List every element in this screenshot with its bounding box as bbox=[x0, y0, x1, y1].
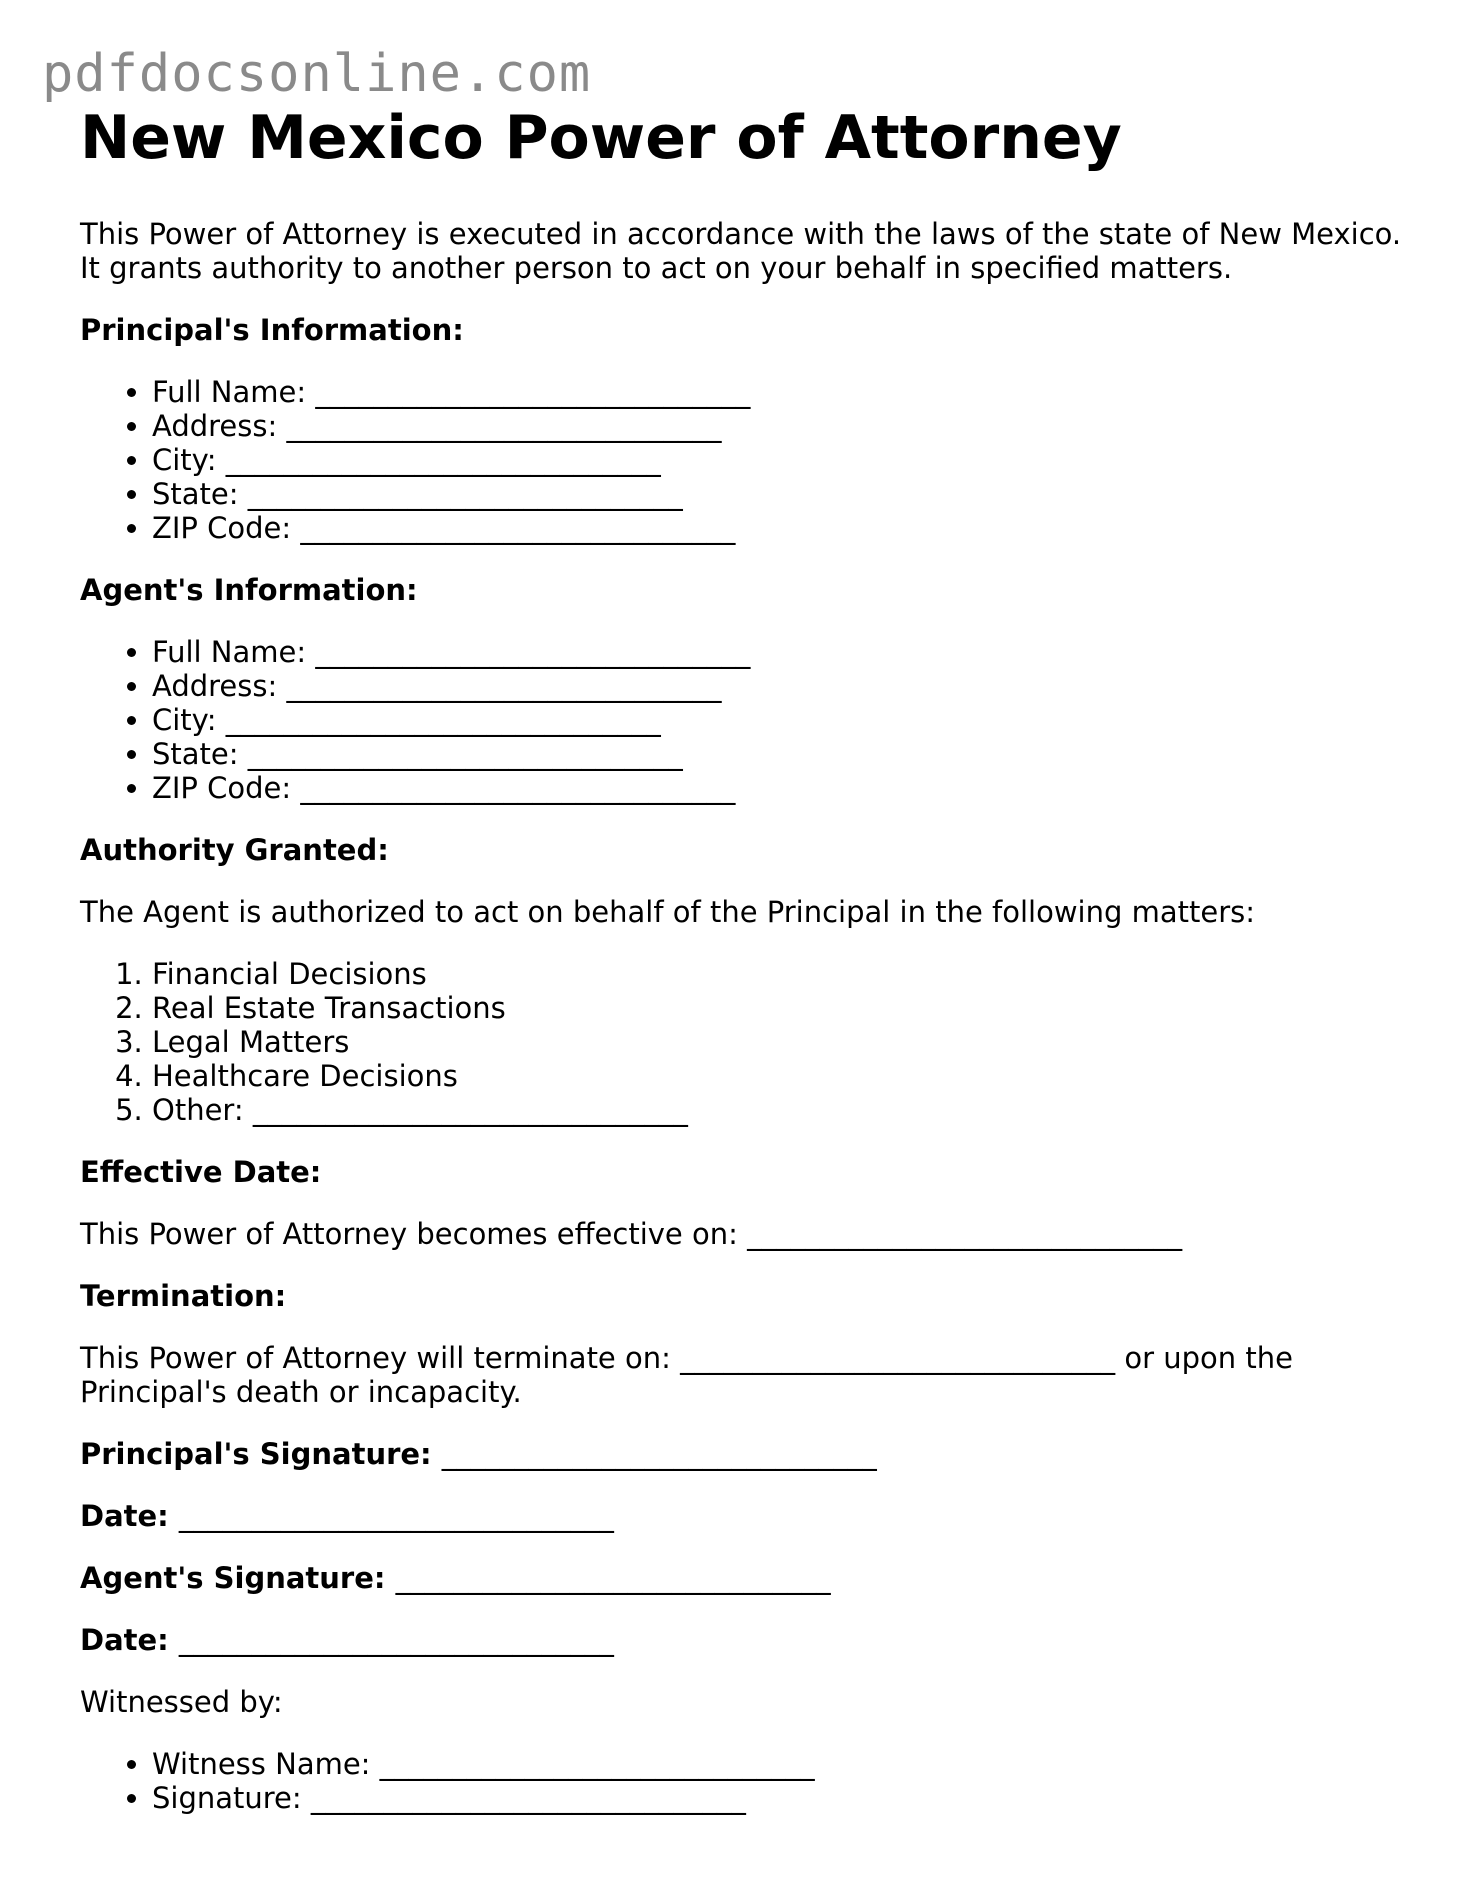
authority-text: The Agent is authorized to act on behalf of the Principal in the following matters: bbox=[80, 895, 1256, 929]
authority-list bbox=[80, 957, 1410, 1127]
termination-heading: Termination: bbox=[80, 1279, 287, 1313]
authority-item-real-estate: 2. Real Estate Transactions bbox=[152, 991, 1410, 1025]
authority-item-healthcare: 4. Healthcare Decisions bbox=[152, 1059, 1410, 1093]
authority-heading: Authority Granted: bbox=[80, 833, 389, 867]
agent-signature-line bbox=[80, 1561, 1410, 1595]
agent-heading: Agent's Information: bbox=[80, 573, 418, 607]
termination-text: This Power of Attorney will terminate on: ______________________________ or upon the Principal's death or incapacity. bbox=[80, 1341, 1293, 1409]
watermark: pdfdocsonline.com bbox=[42, 44, 592, 104]
agent-full-name-field: • Full Name: ______________________________ bbox=[152, 635, 1410, 669]
intro-paragraph: This Power of Attorney is executed in accordance with the laws of the state of New Mexico. It grants authority to another person to act on your behalf in specified matters. bbox=[80, 217, 1402, 285]
document-page bbox=[80, 104, 1410, 1843]
principal-zip-field: • ZIP Code: ______________________________ bbox=[152, 511, 1410, 545]
agent-state-field: • State: ______________________________ bbox=[152, 737, 1410, 771]
principal-full-name-field: • Full Name: ______________________________ bbox=[152, 375, 1410, 409]
principal-state-field: • State: ______________________________ bbox=[152, 477, 1410, 511]
principal-date-label: Date: bbox=[80, 1499, 169, 1533]
witness-fields bbox=[80, 1747, 1410, 1815]
effective-date-heading: Effective Date: bbox=[80, 1155, 322, 1189]
principal-signature-blank: ______________________________ bbox=[441, 1437, 877, 1471]
agent-address-field: • Address: ______________________________ bbox=[152, 669, 1410, 703]
principal-city-field: • City: ______________________________ bbox=[152, 443, 1410, 477]
principal-signature-line bbox=[80, 1437, 1410, 1471]
principal-date-line bbox=[80, 1499, 1410, 1533]
principal-fields bbox=[80, 375, 1410, 545]
effective-date-text: This Power of Attorney becomes effective on: ______________________________ bbox=[80, 1217, 1183, 1251]
agent-date-blank: ______________________________ bbox=[178, 1623, 614, 1657]
principal-address-field: • Address: ______________________________ bbox=[152, 409, 1410, 443]
agent-zip-field: • ZIP Code: ______________________________ bbox=[152, 771, 1410, 805]
principal-date-blank: ______________________________ bbox=[178, 1499, 614, 1533]
agent-date-line bbox=[80, 1623, 1410, 1657]
agent-fields bbox=[80, 635, 1410, 805]
principal-signature-label: Principal's Signature: bbox=[80, 1437, 432, 1471]
agent-city-field: • City: ______________________________ bbox=[152, 703, 1410, 737]
witness-name-field: • Witness Name: ______________________________ bbox=[152, 1747, 1410, 1781]
witness-signature-field: • Signature: ______________________________ bbox=[152, 1781, 1410, 1815]
agent-date-label: Date: bbox=[80, 1623, 169, 1657]
principal-heading: Principal's Information: bbox=[80, 313, 464, 347]
authority-item-legal: 3. Legal Matters bbox=[152, 1025, 1410, 1059]
document-title: New Mexico Power of Attorney bbox=[80, 103, 1122, 173]
authority-item-other: 5. Other: ______________________________ bbox=[152, 1093, 1410, 1127]
agent-signature-label: Agent's Signature: bbox=[80, 1561, 386, 1595]
witnessed-by-label: Witnessed by: bbox=[80, 1685, 283, 1719]
authority-item-financial: 1. Financial Decisions bbox=[152, 957, 1410, 991]
agent-signature-blank: ______________________________ bbox=[395, 1561, 831, 1595]
